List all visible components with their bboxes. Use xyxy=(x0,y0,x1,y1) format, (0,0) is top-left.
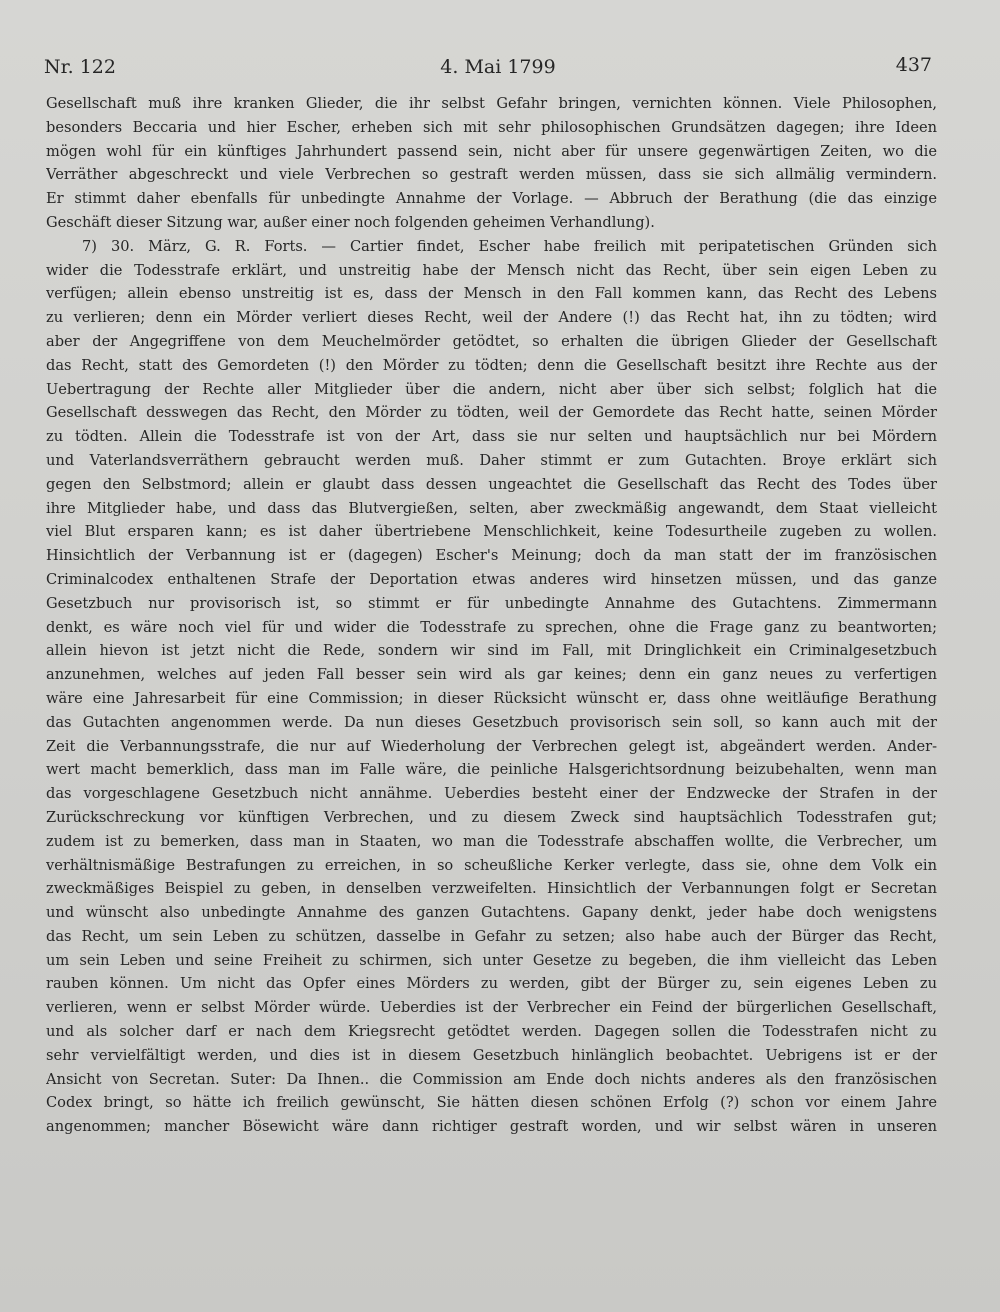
text-line: und wünscht also unbedingte Annahme des ganzen Gutachtens. Gapany denkt, jeder habe doch wenigstens xyxy=(46,904,937,922)
text-line: Er stimmt daher ebenfalls für unbedingte Annahme der Vorlage. — Abbruch der Berathung (die das einzige xyxy=(46,190,937,208)
text-line: und Vaterlandsverräthern gebraucht werden muß. Daher stimmt er zum Gutachten. Broye erklärt sich xyxy=(46,451,937,469)
text-line: anzunehmen, welches auf jeden Fall besser sein wird als gar keines; denn ein ganz neues zu verfertigen xyxy=(46,666,937,684)
text-line: Uebertragung der Rechte aller Mitglieder über die andern, nicht aber über sich selbst; folglich hat die xyxy=(46,380,937,398)
text-line: Ansicht von Secretan. Suter: Da Ihnen.. die Commission am Ende doch nichts anderes als den französischen xyxy=(46,1070,937,1088)
page-header xyxy=(44,56,932,86)
text-line: rauben können. Um nicht das Opfer eines Mörders zu werden, gibt der Bürger zu, sein eigenes Leben zu xyxy=(46,975,937,993)
text-line: das Recht, um sein Leben zu schützen, dasselbe in Gefahr zu setzen; also habe auch der Bürger das Recht, xyxy=(46,927,937,945)
text-line: um sein Leben und seine Freiheit zu schirmen, sich unter Gesetze zu begeben, die ihm vielleicht das Leben xyxy=(46,951,937,969)
text-line: Geschäft dieser Sitzung war, außer einer noch folgenden geheimen Verhandlung). xyxy=(46,213,655,231)
body-text xyxy=(46,92,937,1139)
text-line: wert macht bemerklich, dass man im Falle wäre, die peinliche Halsgerichtsordnung beizubehalten, wenn man xyxy=(46,761,937,779)
text-line: Zeit die Verbannungsstrafe, die nur auf Wiederholung der Verbrechen gelegt ist, abgeändert werden. Ander- xyxy=(46,737,937,755)
text-line: zu tödten. Allein die Todesstrafe ist von der Art, dass sie nur selten und hauptsächlich nur bei Mördern xyxy=(46,428,937,446)
text-line: angenommen; mancher Bösewicht wäre dann richtiger gestraft worden, und wir selbst wären in unseren xyxy=(46,1118,937,1136)
text-line: zudem ist zu bemerken, dass man in Staaten, wo man die Todesstrafe abschaffen wollte, die Verbrecher, um xyxy=(46,832,937,850)
text-line: zu verlieren; denn ein Mörder verliert dieses Recht, weil der Andere (!) das Recht hat, ihn zu tödten; wird xyxy=(46,309,937,327)
text-line: aber der Angegriffene von dem Meuchelmörder getödtet, so erhalten die übrigen Glieder der Gesellschaft xyxy=(46,332,937,350)
document-number: Nr. 122 xyxy=(44,56,116,78)
text-line: verhältnismäßige Bestrafungen zu erreichen, in so scheußliche Kerker verlegte, dass sie, ohne dem Volk ein xyxy=(46,856,937,874)
text-line: Criminalcodex enthaltenen Strafe der Deportation etwas anderes wird hinsetzen müssen, und das ganze xyxy=(46,570,937,588)
text-line: Zurückschreckung vor künftigen Verbrechen, und zu diesem Zweck sind hauptsächlich Todesstrafen gut; xyxy=(46,808,937,826)
text-line: gegen den Selbstmord; allein er glaubt dass dessen ungeachtet die Gesellschaft das Recht des Todes über xyxy=(46,475,937,493)
document-date: 4. Mai 1799 xyxy=(440,56,556,78)
text-line: und als solcher darf er nach dem Kriegsrecht getödtet werden. Dagegen sollen die Todesstrafen nicht zu xyxy=(46,1023,937,1041)
text-line: 7) 30. März, G. R. Forts. — Cartier findet, Escher habe freilich mit peripatetischen Gründen sich xyxy=(82,237,937,255)
text-line: allein hievon ist jetzt nicht die Rede, sondern wir sind im Fall, mit Dringlichkeit ein Criminalgesetzbuch xyxy=(46,642,937,660)
text-line: Codex bringt, so hätte ich freilich gewünscht, Sie hätten diesen schönen Erfolg (?) schon vor einem Jahre xyxy=(46,1094,937,1112)
text-line: das Recht, statt des Gemordeten (!) den Mörder zu tödten; denn die Gesellschaft besitzt ihre Rechte aus der xyxy=(46,356,937,374)
page-number: 437 xyxy=(895,54,932,76)
text-line: ihre Mitglieder habe, und dass das Blutvergießen, selten, aber zweckmäßig angewandt, dem Staat vielleicht xyxy=(46,499,937,517)
text-line: Gesetzbuch nur provisorisch ist, so stimmt er für unbedingte Annahme des Gutachtens. Zimmermann xyxy=(46,594,937,612)
text-line: Gesellschaft desswegen das Recht, den Mörder zu tödten, weil der Gemordete das Recht hatte, seinen Mörder xyxy=(46,404,937,422)
text-line: das Gutachten angenommen werde. Da nun dieses Gesetzbuch provisorisch sein soll, so kann auch mit der xyxy=(46,713,937,731)
text-line: zweckmäßiges Beispiel zu geben, in denselben verzweifelten. Hinsichtlich der Verbannungen folgt er Secretan xyxy=(46,880,937,898)
text-line: verlieren, wenn er selbst Mörder würde. Ueberdies ist der Verbrecher ein Feind der bürgerlichen Gesellschaft, xyxy=(46,999,937,1017)
text-line: Hinsichtlich der Verbannung ist er (dagegen) Escher's Meinung; doch da man statt der im französischen xyxy=(46,547,937,565)
text-line: viel Blut ersparen kann; es ist daher übertriebene Menschlichkeit, keine Todesurtheile zugeben zu wollen. xyxy=(46,523,937,541)
text-line: das vorgeschlagene Gesetzbuch nicht annähme. Ueberdies besteht einer der Endzwecke der Strafen in der xyxy=(46,785,937,803)
text-line: Gesellschaft muß ihre kranken Glieder, die ihr selbst Gefahr bringen, vernichten können. Viele Philosophen, xyxy=(46,95,937,112)
text-line: denkt, es wäre noch viel für und wider die Todesstrafe zu sprechen, ohne die Frage ganz zu beantworten; xyxy=(46,618,937,636)
text-line: verfügen; allein ebenso unstreitig ist es, dass der Mensch in den Fall kommen kann, das Recht des Lebens xyxy=(46,285,937,303)
text-line: besonders Beccaria und hier Escher, erheben sich mit sehr philosophischen Grundsätzen dagegen; ihre Ideen xyxy=(46,118,937,136)
text-line: sehr vervielfältigt werden, und dies ist in diesem Gesetzbuch hinlänglich beobachtet. Uebrigens ist er der xyxy=(46,1046,937,1064)
text-line: Verräther abgeschreckt und viele Verbrechen so gestraft werden müssen, dass sie sich allmälig vermindern. xyxy=(46,166,937,184)
text-line: mögen wohl für ein künftiges Jahrhundert passend sein, nicht aber für unsere gegenwärtigen Zeiten, wo die xyxy=(46,142,937,160)
text-line: wäre eine Jahresarbeit für eine Commission; in dieser Rücksicht wünscht er, dass ohne weitläufige Berathung xyxy=(46,689,937,707)
text-line: wider die Todesstrafe erklärt, und unstreitig habe der Mensch nicht das Recht, über sein eigen Leben zu xyxy=(46,261,937,279)
